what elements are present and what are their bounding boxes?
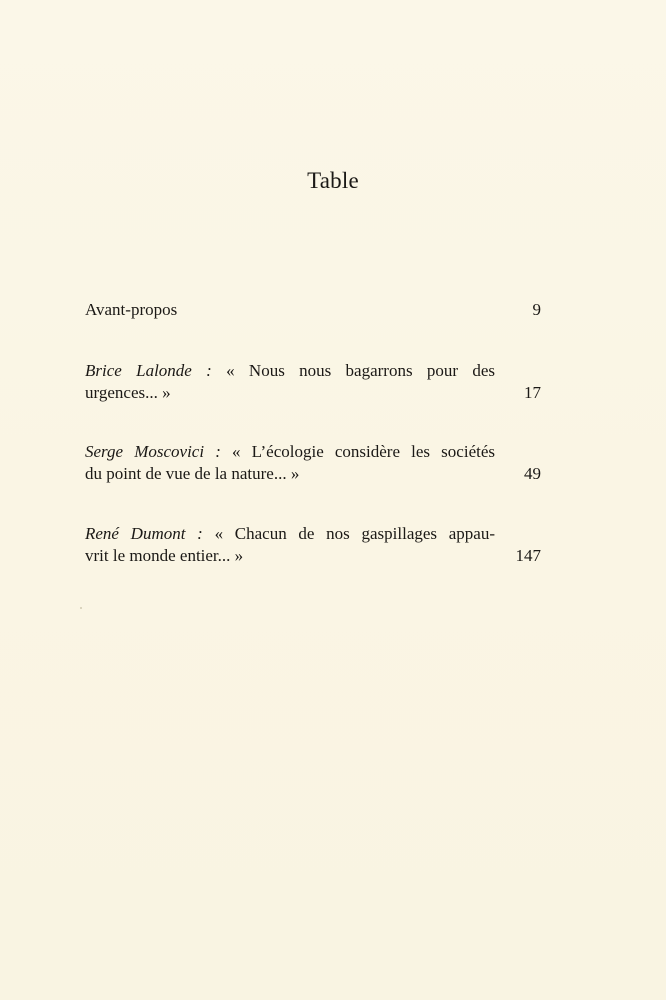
toc-page-number: 17 bbox=[524, 383, 541, 402]
toc-page-number: 147 bbox=[515, 546, 541, 565]
toc-entry-author: Serge Moscovici bbox=[85, 442, 205, 461]
toc-entry-quote-line-2: vrit le monde entier... » bbox=[85, 546, 244, 565]
toc-entry-line-2 bbox=[85, 382, 495, 404]
toc-entry-line-2 bbox=[85, 545, 495, 567]
toc-entry-label: Avant-propos bbox=[85, 300, 178, 319]
toc-entry-rene-dumont bbox=[85, 523, 541, 567]
toc-entry-line-2 bbox=[85, 463, 495, 485]
toc-entry-avant-propos bbox=[85, 299, 541, 321]
toc-entry-quote-line-2: du point de vue de la nature... » bbox=[85, 464, 300, 483]
toc-entry-brice-lalonde bbox=[85, 360, 541, 404]
toc-entry-line-1 bbox=[85, 441, 495, 463]
toc-entry-separator: : bbox=[204, 442, 233, 461]
toc-page-number: 49 bbox=[524, 464, 541, 483]
toc-entry-line-1 bbox=[85, 523, 495, 545]
toc-page-number: 9 bbox=[532, 300, 541, 319]
paper-speck bbox=[80, 607, 82, 609]
toc-entry-quote-line-2: urgences... » bbox=[85, 383, 171, 402]
toc-entry-separator: : bbox=[185, 524, 215, 543]
toc-entry-separator: : bbox=[191, 361, 227, 380]
toc-entry-quote-line-1: « Chacun de nos gaspillages appau- bbox=[214, 524, 495, 543]
toc-entry-serge-moscovici bbox=[85, 441, 541, 485]
toc-entry-line-1 bbox=[85, 360, 495, 382]
toc-entry-author: Brice Lalonde bbox=[85, 361, 192, 380]
page-title: Table bbox=[307, 168, 359, 193]
toc-entry-author: René Dumont bbox=[85, 524, 186, 543]
toc-entry-text bbox=[85, 299, 495, 321]
toc-entry-quote-line-1: « Nous nous bagarrons pour des bbox=[226, 361, 495, 380]
toc-entry-quote-line-1: « L’écologie considère les sociétés bbox=[232, 442, 495, 461]
